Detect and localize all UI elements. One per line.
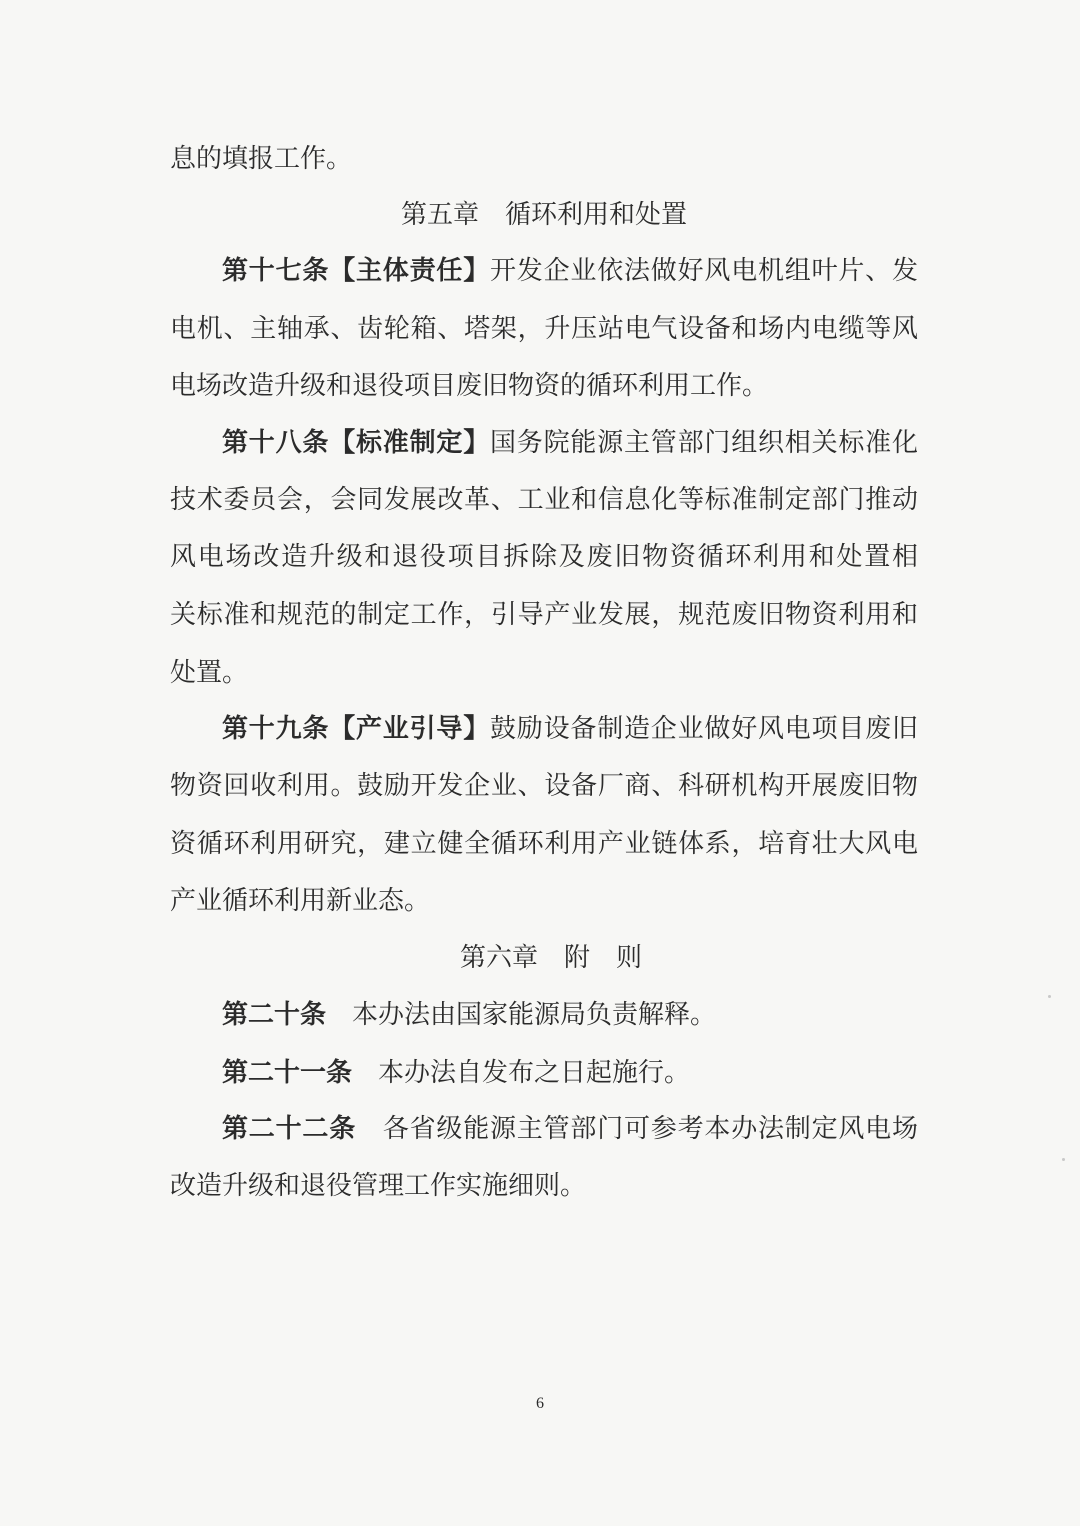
article-19-label: 第十九条【产业引导】 — [222, 714, 490, 744]
article-18-line-3: 风电场改造升级和退役项目拆除及废旧物资循环利用和处置相 — [170, 542, 918, 572]
article-22-label: 第二十二条 — [222, 1114, 356, 1144]
page-number: 6 — [536, 1395, 544, 1412]
article-18-line-2: 技术委员会，会同发展改革、工业和信息化等标准制定部门推动 — [170, 485, 918, 515]
article-21-text: 本办法自发布之日起施行。 — [378, 1058, 691, 1088]
article-19-line-3: 资循环利用研究，建立健全循环利用产业链体系，培育壮大风电 — [170, 829, 918, 859]
article-20-line — [222, 998, 918, 1032]
scan-speck — [1062, 1158, 1065, 1161]
article-18-line-4: 关标准和规范的制定工作，引导产业发展，规范废旧物资利用和 — [170, 600, 918, 630]
chapter-5-heading: 第五章 循环利用和处置 — [400, 200, 687, 230]
article-22-text: 各省级能源主管部门可参考本办法制定风电场 — [382, 1114, 918, 1144]
article-18-line-1 — [222, 426, 918, 460]
article-17-line-2: 电机、主轴承、齿轮箱、塔架，升压站电气设备和场内电缆等风 — [170, 314, 918, 344]
article-19-line-4: 产业循环利用新业态。 — [170, 886, 431, 916]
article-19-line-1 — [222, 712, 918, 746]
article-19-text: 鼓励设备制造企业做好风电项目废旧 — [490, 714, 918, 744]
article-18-label: 第十八条【标准制定】 — [222, 428, 490, 458]
article-18-line-5: 处置。 — [170, 658, 249, 688]
article-22-line-2: 改造升级和退役管理工作实施细则。 — [170, 1171, 587, 1201]
article-17-text: 开发企业依法做好风电机组叶片、发 — [490, 256, 918, 286]
article-19-line-2: 物资回收利用。鼓励开发企业、设备厂商、科研机构开展废旧物 — [170, 771, 918, 801]
chapter-6-heading: 第六章 附 则 — [459, 943, 642, 973]
article-20-label: 第二十条 — [222, 1000, 327, 1030]
article-21-label: 第二十一条 — [222, 1058, 353, 1088]
article-17-line-1 — [222, 254, 918, 288]
article-21-line — [222, 1056, 918, 1090]
carry-over-line: 息的填报工作。 — [170, 144, 353, 174]
article-18-text: 国务院能源主管部门组织相关标准化 — [490, 428, 918, 458]
scan-speck — [1048, 995, 1051, 998]
article-20-text: 本办法由国家能源局负责解释。 — [352, 1000, 717, 1030]
article-17-line-3: 电场改造升级和退役项目废旧物资的循环利用工作。 — [170, 371, 769, 401]
article-17-label: 第十七条【主体责任】 — [222, 256, 490, 286]
article-22-line-1 — [222, 1112, 918, 1146]
